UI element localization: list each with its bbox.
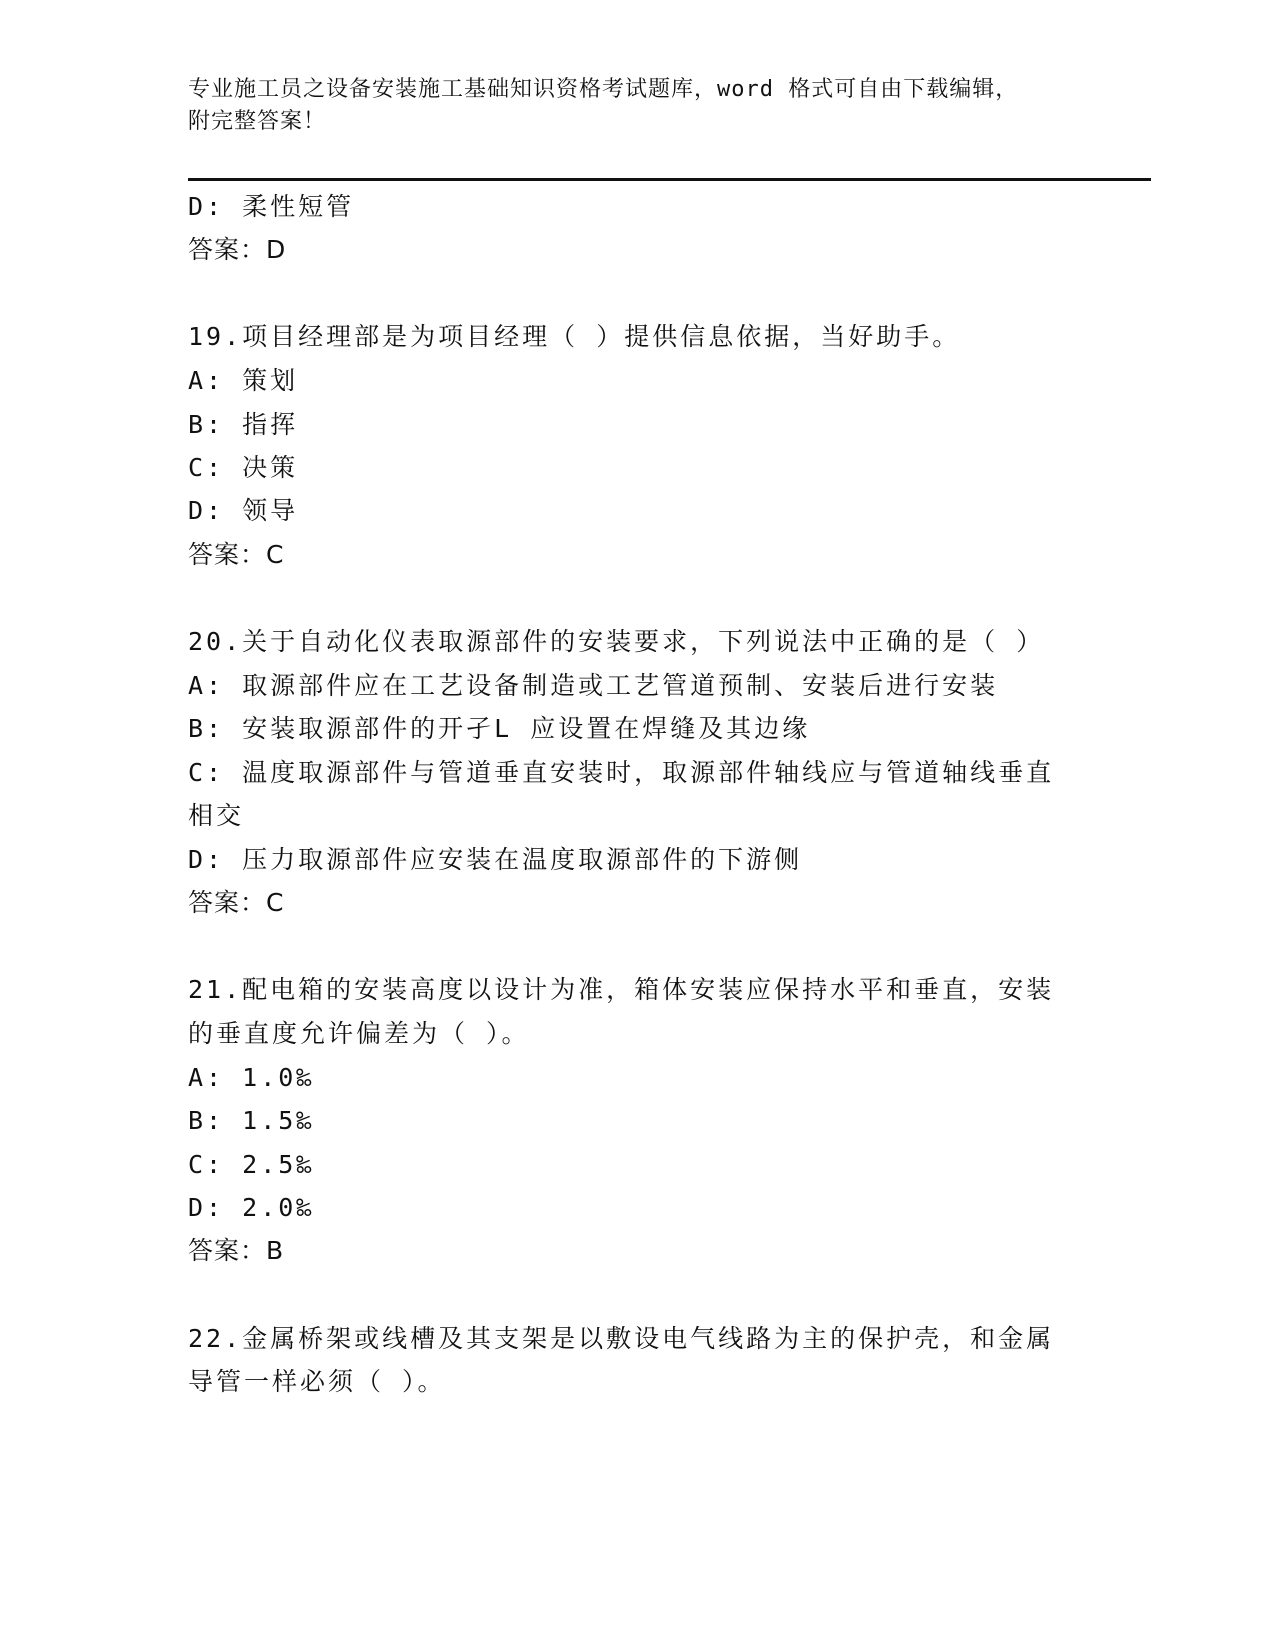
q22-stem-line-2: 导管一样必须（ ）。 (188, 1367, 446, 1396)
q20-option-c-line-2: 相交 (188, 801, 245, 830)
q20-option-c-line-1: C: 温度取源部件与管道垂直安装时，取源部件轴线应与管道轴线垂直 (188, 758, 1055, 787)
document-header (188, 74, 1148, 138)
q21-answer: 答案：B (188, 1236, 285, 1265)
q21-stem-line-1: 21.配电箱的安装高度以设计为准，箱体安装应保持水平和垂直，安装 (188, 975, 1055, 1004)
q21-stem-line-2: 的垂直度允许偏差为（ ）。 (188, 1019, 530, 1048)
q21-option-d: D: 2.0‰ (188, 1193, 315, 1222)
q21-option-b: B: 1.5‰ (188, 1106, 315, 1135)
q19-option-d: D: 领导 (188, 496, 299, 525)
q20-answer: 答案：C (188, 888, 285, 917)
q20-option-a: A: 取源部件应在工艺设备制造或工艺管道预制、安装后进行安装 (188, 671, 999, 700)
q20-option-d: D: 压力取源部件应安装在温度取源部件的下游侧 (188, 845, 803, 874)
header-divider (188, 178, 1151, 181)
q20-option-b: B: 安装取源部件的开孑L 应设置在焊缝及其边缘 (188, 714, 811, 743)
q21-option-c: C: 2.5‰ (188, 1150, 315, 1179)
q21-option-a: A: 1.0‰ (188, 1063, 315, 1092)
header-title-line-2: 附完整答案！ (188, 109, 327, 134)
q20-stem: 20.关于自动化仪表取源部件的安装要求，下列说法中正确的是（ ） (188, 627, 1045, 656)
header-title-line-1: 专业施工员之设备安装施工基础知识资格考试题库，word 格式可自由下载编辑， (188, 77, 1019, 102)
q19-answer: 答案：C (188, 540, 285, 569)
q19-option-a: A: 策划 (188, 366, 299, 395)
q18-answer: 答案：D (188, 235, 287, 264)
q19-stem: 19.项目经理部是为项目经理（ ）提供信息依据，当好助手。 (188, 322, 961, 351)
q22-stem-line-1: 22.金属桥架或线槽及其支架是以敷设电气线路为主的保护壳，和金属 (188, 1324, 1055, 1353)
q18-option-d: D: 柔性短管 (188, 192, 355, 221)
q19-option-b: B: 指挥 (188, 410, 299, 439)
q19-option-c: C: 决策 (188, 453, 299, 482)
